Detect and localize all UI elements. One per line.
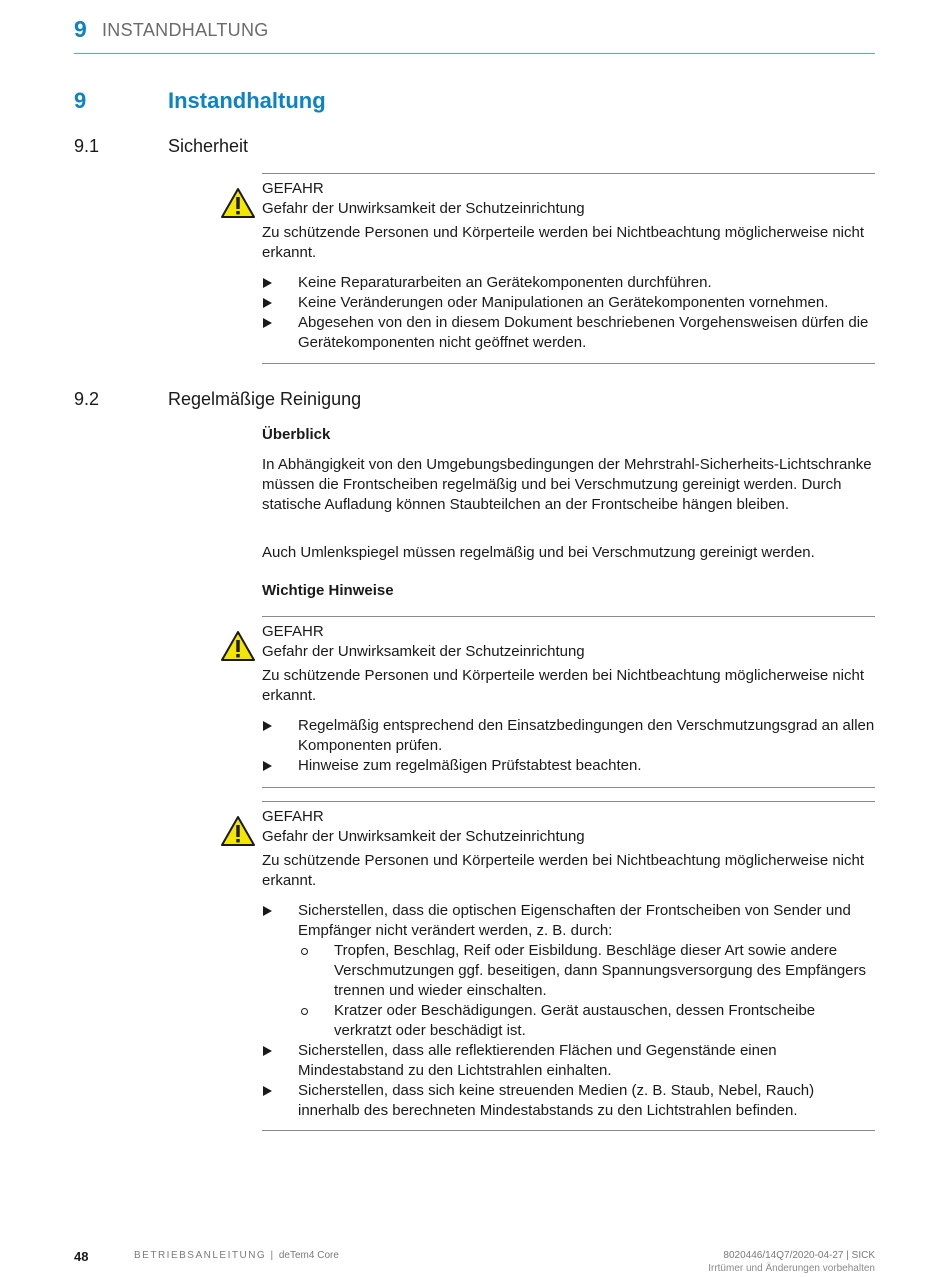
list-item: [262, 313, 875, 353]
section-title: Sicherheit: [168, 136, 249, 156]
list-item: [262, 273, 875, 293]
list-item-text: Keine Reparaturarbeiten an Gerätekomponenten durchführen.: [298, 274, 712, 291]
section-number: 9.2: [74, 389, 100, 409]
warning-text: Zu schützende Personen und Körperteile werden bei Nichtbeachtung möglicherweise nicht erkannt.: [262, 852, 865, 889]
sub-list-item: [298, 941, 875, 1001]
warning-list: [262, 716, 875, 776]
warning-box: [262, 179, 875, 353]
warning-text: Zu schützende Personen und Körperteile werden bei Nichtbeachtung möglicherweise nicht erkannt.: [262, 224, 865, 261]
bullet-arrow-icon: [263, 906, 272, 916]
warning-label: GEFAHR: [262, 808, 324, 825]
bullet-arrow-icon: [263, 761, 272, 771]
list-item: [262, 756, 875, 776]
sub-list: [298, 941, 875, 1041]
footer-document-id: 8020446/14Q7/2020-04-27 | SICK: [723, 1250, 875, 1261]
list-item-text: Regelmäßig entsprechend den Einsatzbedingungen den Verschmutzungsgrad an allen Komponenten prüfen.: [298, 717, 875, 754]
warning-text: Zu schützende Personen und Körperteile werden bei Nichtbeachtung möglicherweise nicht erkannt.: [262, 667, 865, 704]
warning-box: [262, 622, 875, 776]
overview-paragraph: In Abhängigkeit von den Umgebungsbedingungen der Mehrstrahl-Sicherheits-Lichtschranke müssen die Frontscheiben regelmäßig und bei Verschmutzung gereinigt werden. Durch statische Aufladung können Staubteilchen an der Frontscheibe hängen bleiben.: [262, 456, 872, 513]
warning-bottom-rule: [262, 787, 875, 788]
header-divider: [74, 53, 875, 54]
list-item-text: Keine Veränderungen oder Manipulationen an Gerätekomponenten vornehmen.: [298, 294, 829, 311]
sub-list-item-text: Tropfen, Beschlag, Reif oder Eisbildung. Beschläge dieser Art sowie andere Verschmutzungen ggf. beseitigen, dann Spannungsversorgung des Empfängers trennen und wieder einschalten.: [334, 942, 867, 999]
notes-heading: Wichtige Hinweise: [262, 582, 394, 599]
warning-triangle-icon: [220, 815, 256, 847]
list-item-text: Abgesehen von den in diesem Dokument beschriebenen Vorgehensweisen dürfen die Gerätekomponenten nicht geöffnet werden.: [298, 314, 869, 351]
bullet-circle-icon: [301, 948, 308, 955]
section-number: 9.1: [74, 136, 100, 156]
header-chapter-title: INSTANDHALTUNG: [102, 20, 269, 40]
chapter-number: 9: [74, 88, 87, 113]
page-number: 48: [74, 1249, 89, 1264]
warning-subtitle: Gefahr der Unwirksamkeit der Schutzeinrichtung: [262, 643, 585, 660]
warning-top-rule: [262, 616, 875, 617]
list-item-text: Sicherstellen, dass die optischen Eigenschaften der Frontscheiben von Sender und Empfänger nicht verändert werden, z. B. durch:: [298, 902, 851, 939]
section-title: Regelmäßige Reinigung: [168, 389, 362, 409]
list-item-text: Sicherstellen, dass sich keine streuenden Medien (z. B. Staub, Nebel, Rauch) innerhalb des berechneten Mindestabstands zu den Lichtstrahlen befinden.: [298, 1082, 815, 1119]
list-item: [262, 1081, 875, 1121]
list-item: [262, 716, 875, 756]
footer-separator: |: [270, 1250, 275, 1261]
sub-list-item: [298, 1001, 875, 1041]
warning-label: GEFAHR: [262, 623, 324, 640]
footer-disclaimer: Irrtümer und Änderungen vorbehalten: [708, 1263, 875, 1274]
warning-label: GEFAHR: [262, 180, 324, 197]
sub-list-item-text: Kratzer oder Beschädigungen. Gerät austauschen, dessen Frontscheibe verkratzt oder beschädigt ist.: [334, 1002, 816, 1039]
bullet-arrow-icon: [263, 1086, 272, 1096]
warning-box: [262, 807, 875, 1121]
warning-top-rule: [262, 173, 875, 174]
list-item: [262, 1041, 875, 1081]
footer-document-type: [134, 1250, 339, 1261]
header-chapter-number: 9: [74, 16, 87, 42]
overview-heading: Überblick: [262, 426, 331, 443]
overview-paragraph: Auch Umlenkspiegel müssen regelmäßig und bei Verschmutzung gereinigt werden.: [262, 544, 815, 561]
warning-list: [262, 273, 875, 353]
footer-doc-type: BETRIEBSANLEITUNG: [134, 1250, 267, 1261]
warning-triangle-icon: [220, 630, 256, 662]
footer-product: deTem4 Core: [278, 1250, 339, 1261]
list-item: [262, 901, 875, 1041]
bullet-arrow-icon: [263, 1046, 272, 1056]
warning-bottom-rule: [262, 363, 875, 364]
warning-triangle-icon: [220, 187, 256, 219]
warning-top-rule: [262, 801, 875, 802]
list-item: [262, 293, 875, 313]
bullet-arrow-icon: [263, 721, 272, 731]
chapter-title: Instandhaltung: [168, 88, 326, 113]
warning-subtitle: Gefahr der Unwirksamkeit der Schutzeinrichtung: [262, 200, 585, 217]
bullet-arrow-icon: [263, 318, 272, 328]
warning-subtitle: Gefahr der Unwirksamkeit der Schutzeinrichtung: [262, 828, 585, 845]
bullet-arrow-icon: [263, 278, 272, 288]
warning-list: [262, 901, 875, 1121]
warning-bottom-rule: [262, 1130, 875, 1131]
bullet-arrow-icon: [263, 298, 272, 308]
list-item-text: Hinweise zum regelmäßigen Prüfstabtest beachten.: [298, 757, 642, 774]
bullet-circle-icon: [301, 1008, 308, 1015]
list-item-text: Sicherstellen, dass alle reflektierenden Flächen und Gegenstände einen Mindestabstand zu den Lichtstrahlen einhalten.: [298, 1042, 777, 1079]
